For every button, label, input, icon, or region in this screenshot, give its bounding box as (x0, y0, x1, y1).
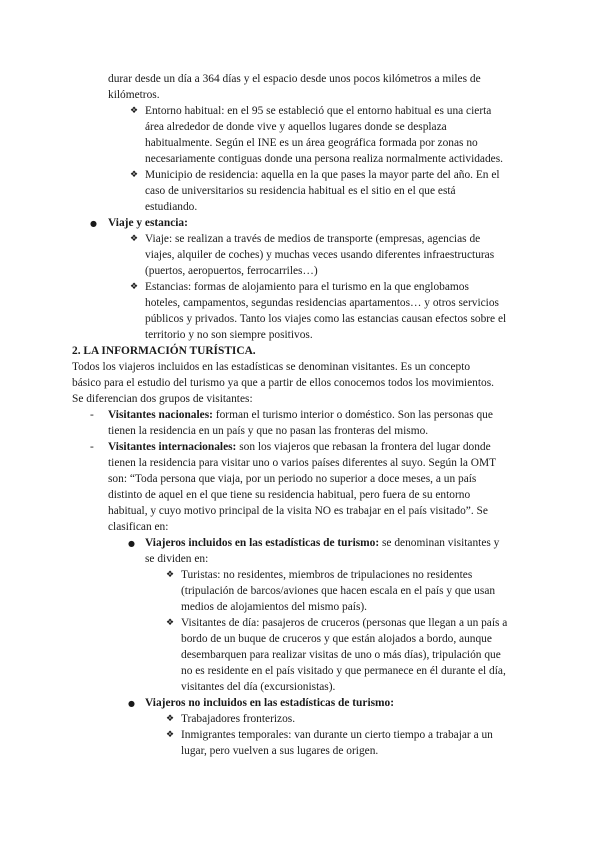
diamond-bullet-icon: ❖ (166, 714, 175, 724)
round-bullet-icon: ● (128, 539, 135, 548)
dash-bullet: - (90, 441, 94, 453)
incluidos-line: se dividen en: (145, 553, 209, 565)
diamond-bullet-icon: ❖ (130, 106, 139, 116)
visitantes-dia-line: visitantes del día (excursionistas). (181, 681, 336, 693)
internacionales-line: clasifican en: (108, 521, 169, 533)
entorno-line: necesariamente contiguas donde una persona realiza normalmente actividades. (145, 153, 504, 165)
municipio-line: Municipio de residencia: aquella en la que pases la mayor parte del año. En el (145, 169, 500, 181)
internacionales-line: habitual, y cuyo motivo principal de la visita NO es trabajar en el país visitado”. Se (108, 505, 488, 517)
nacionales-line: tienen la residencia en un país y que no pasan las fronteras del mismo. (108, 425, 429, 437)
incluidos-text: se denominan visitantes y (379, 537, 500, 549)
section-paragraph-line: Todos los viajeros incluidos en las estadísticas se denominan visitantes. Es un concepto (72, 361, 471, 373)
visitantes-dia-line: no es residente en el país visitado y que permanece en él durante el día, (181, 665, 506, 677)
viaje-estancia-heading: Viaje y estancia: (108, 217, 188, 229)
internacionales-line (108, 439, 491, 455)
turistas-line: (tripulación de barcos/aviones que hacen escala en el país y que usan (181, 585, 496, 597)
municipio-line: estudiando. (145, 201, 198, 213)
intro-line: durar desde un día a 364 días y el espacio desde unos pocos kilómetros a miles de (108, 73, 481, 85)
section-title: 2. LA INFORMACIÓN TURÍSTICA. (72, 345, 256, 357)
nacionales-term: Visitantes nacionales: (108, 409, 213, 421)
diamond-bullet-icon: ❖ (166, 618, 175, 628)
round-bullet-icon: ● (128, 699, 135, 708)
entorno-line: Entorno habitual: en el 95 se estableció que el entorno habitual es una cierta (145, 105, 492, 117)
no-incluidos-item: Inmigrantes temporales: van durante un cierto tiempo a trabajar a un (181, 729, 493, 741)
intro-line: kilómetros. (108, 89, 160, 101)
estancias-line: territorio y no son siempre positivos. (145, 329, 313, 341)
viaje-line: viajes, alquiler de coches) y muchas veces usando diferentes infraestructuras (145, 249, 495, 261)
estancias-line: hoteles, campamentos, segundas residencias apartamentos… y otros servicios (145, 297, 499, 309)
incluidos-term: Viajeros incluidos en las estadísticas de turismo: (145, 537, 380, 549)
visitantes-dia-line: bordo de un buque de cruceros y que están alojados a bordo, aunque (181, 633, 492, 645)
section-paragraph-line: básico para el estudio del turismo ya que a partir de ellos conocemos todos los movimientos. (72, 377, 494, 389)
diamond-bullet-icon: ❖ (166, 730, 175, 740)
nacionales-text: forman el turismo interior o doméstico. Son las personas que (212, 409, 493, 421)
internacionales-term: Visitantes internacionales: (108, 441, 237, 453)
internacionales-line: tienen la residencia para visitar uno o varios países diferentes al suyo. Según la OMT (108, 457, 497, 469)
turistas-line: medios de alojamientos del mismo país). (181, 601, 368, 613)
no-incluidos-item: lugar, pero vuelven a sus lugares de origen. (181, 745, 379, 757)
entorno-line: habitualmente. Según el INE es un área geográfica formada por zonas no (145, 137, 478, 149)
internacionales-text: son los viajeros que rebasan la frontera del lugar donde (236, 441, 491, 453)
section-paragraph-line: Se diferencian dos grupos de visitantes: (72, 393, 253, 405)
diamond-bullet-icon: ❖ (130, 170, 139, 180)
municipio-line: caso de universitarios su residencia habitual es el sitio en el que está (145, 185, 456, 197)
diamond-bullet-icon: ❖ (166, 570, 175, 580)
nacionales-line (108, 407, 493, 423)
incluidos-line (145, 535, 499, 551)
diamond-bullet-icon: ❖ (130, 234, 139, 244)
diamond-bullet-icon: ❖ (130, 282, 139, 292)
estancias-line: Estancias: formas de alojamiento para el turismo en la que englobamos (145, 281, 469, 293)
viaje-line: (puertos, aeropuertos, ferrocarriles…) (145, 265, 318, 277)
internacionales-line: son: “Toda persona que viaja, por un periodo no superior a doce meses, a un país (108, 473, 477, 485)
visitantes-dia-line: desembarquen para realizar visitas de uno o más días), tripulación que (181, 649, 501, 661)
turistas-line: Turistas: no residentes, miembros de tripulaciones no residentes (181, 569, 473, 581)
round-bullet-icon: ● (90, 219, 97, 228)
no-incluidos-heading: Viajeros no incluidos en las estadísticas de turismo: (145, 697, 395, 709)
dash-bullet: - (90, 409, 94, 421)
visitantes-dia-line: Visitantes de día: pasajeros de cruceros (personas que llegan a un país a (181, 617, 508, 629)
entorno-line: área alrededor de donde vive y aquellos lugares donde se desplaza (145, 121, 447, 133)
internacionales-line: distinto de aquel en el que tiene su residencia habitual, pero fuera de su entorno (108, 489, 471, 501)
estancias-line: públicos y privados. Tanto los viajes como las estancias causan efectos sobre el (145, 313, 507, 325)
no-incluidos-item: Trabajadores fronterizos. (181, 713, 296, 725)
viaje-line: Viaje: se realizan a través de medios de transporte (empresas, agencias de (145, 233, 481, 245)
